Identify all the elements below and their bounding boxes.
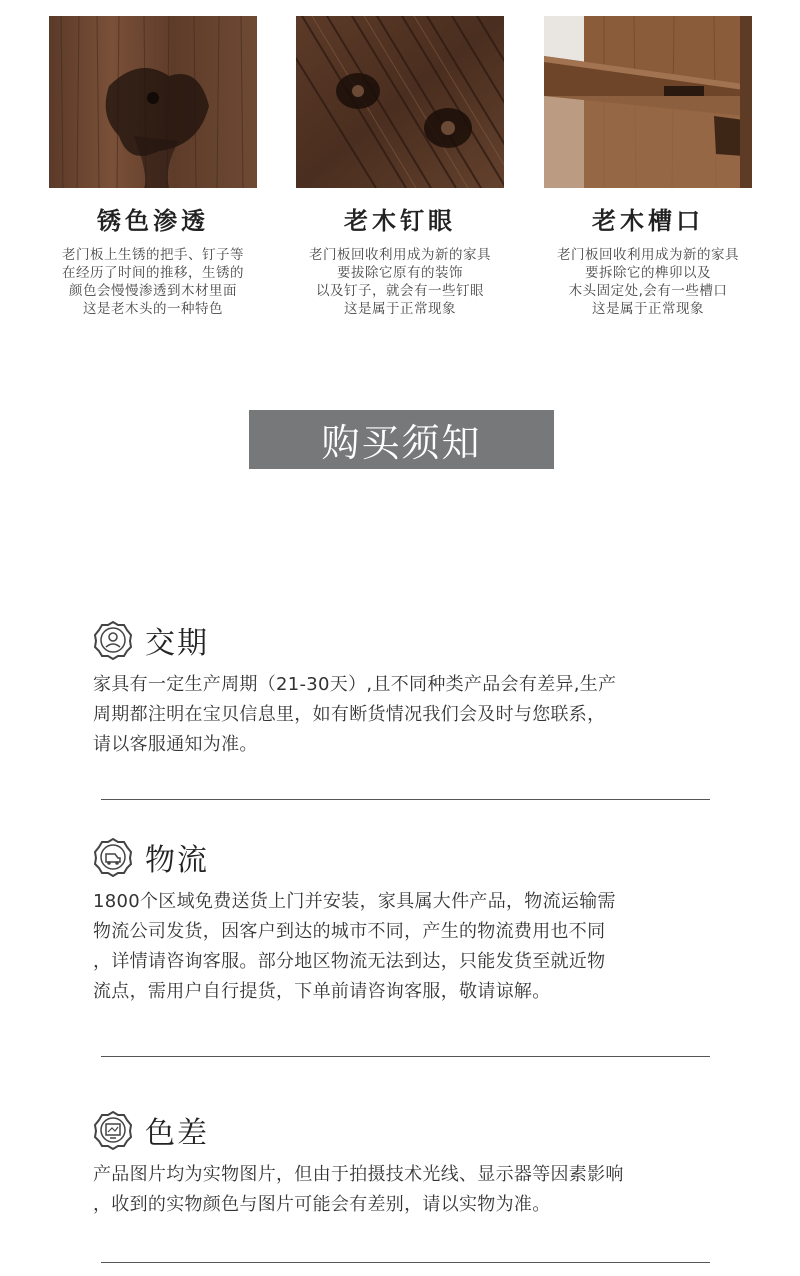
purchase-notice-banner [249, 410, 554, 469]
rust-wood-photo [49, 16, 257, 188]
slot-wood-photo [544, 16, 752, 188]
feature-description: 老门板回收利用成为新的家具 要拔除它原有的装饰 以及钉子，就会有一些钉眼 这是属于正常现象 [309, 247, 491, 317]
feature-title: 老木槽口 [592, 207, 704, 235]
section-title: 色差 [145, 1116, 209, 1151]
section-divider [101, 799, 710, 800]
delivery-time-section [93, 620, 713, 760]
section-header [93, 1110, 713, 1150]
section-title: 交期 [145, 626, 209, 661]
feature-title: 老木钉眼 [344, 207, 456, 235]
feature-card-slots [544, 16, 752, 318]
color-difference-icon [93, 1110, 133, 1150]
section-header [93, 837, 713, 877]
logistics-section [93, 837, 713, 1007]
delivery-time-icon [93, 620, 133, 660]
section-body: 产品图片均为实物图片，但由于拍摄技术光线、显示器等因素影响 ，收到的实物颜色与图片可能会有差别，请以实物为准。 [93, 1164, 624, 1215]
section-body: 家具有一定生产周期（21-30天）,且不同种类产品会有差异,生产 周期都注明在宝贝信息里，如有断货情况我们会及时与您联系， 请以客服通知为准。 [93, 674, 617, 755]
logistics-icon [93, 837, 133, 877]
section-body: 1800个区域免费送货上门并安装，家具属大件产品，物流运输需 物流公司发货，因客户到达的城市不同，产生的物流费用也不同 ，详情请咨询客服。部分地区物流无法到达，只能发货至就近物 流点，需用户自行提货，下单前请咨询客服，敬请谅解。 [93, 891, 616, 1002]
feature-description: 老门板上生锈的把手、钉子等 在经历了时间的推移，生锈的 颜色会慢慢渗透到木材里面 这是老木头的一种特色 [62, 247, 244, 317]
feature-title: 锈色渗透 [97, 207, 209, 235]
feature-card-rust [49, 16, 257, 318]
feature-description: 老门板回收利用成为新的家具 要拆除它的榫卯以及 木头固定处,会有一些槽口 这是属于正常现象 [557, 247, 739, 317]
banner-title: 购买须知 [321, 421, 482, 465]
section-title: 物流 [145, 843, 209, 878]
section-divider [101, 1262, 710, 1263]
color-difference-section [93, 1110, 713, 1220]
section-divider [101, 1056, 710, 1057]
nail-hole-wood-photo [296, 16, 504, 188]
feature-card-nail-holes [296, 16, 504, 318]
section-header [93, 620, 713, 660]
